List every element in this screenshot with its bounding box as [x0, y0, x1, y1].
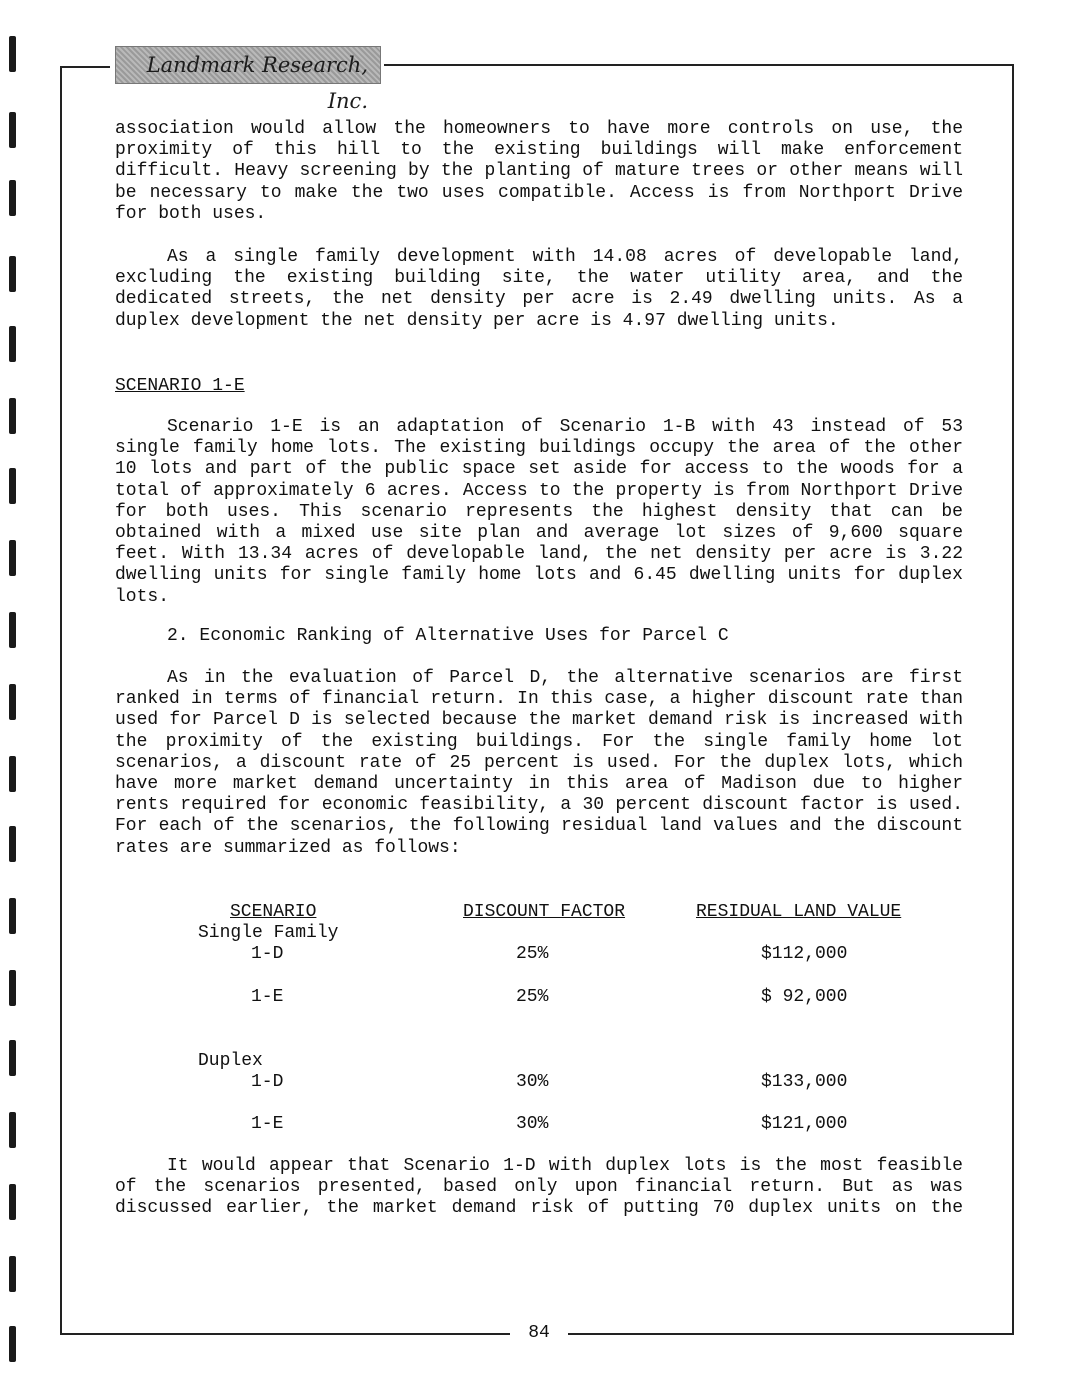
table-cell-value: $121,000 [761, 1114, 848, 1134]
paragraph-conclusion: It would appear that Scenario 1-D with duplex lots is the most feasible of the scenarios presented, based only upon financial return. But as was discussed earlier, the market demand risk of putting 70 duplex units on the [115, 1156, 963, 1219]
binding-hole [9, 1326, 16, 1362]
table-cell-discount: 25% [516, 987, 549, 1007]
binding-hole [9, 1040, 16, 1076]
binding-hole [9, 756, 16, 792]
table-cell-value: $ 92,000 [761, 987, 848, 1007]
table-header-residual-land-value: RESIDUAL LAND VALUE [696, 902, 902, 922]
frame-top-left-rule [60, 66, 110, 68]
binding-hole [9, 180, 16, 216]
binding-hole [9, 540, 16, 576]
binding-hole [9, 612, 16, 648]
paragraph-economic-ranking: As in the evaluation of Parcel D, the alternative scenarios are first ranked in terms of financial return. In this case, a higher discount rate than used for Parcel D is selected because the market demand risk is increased with the proximity of the existing buildings. For the single family home lot scenarios, a discount rate of 25 percent is used. For the duplex lots, which have more market demand uncertainty in this area of Madison due to higher rents required for economic feasibility, a 30 percent discount factor is used. For each of the scenarios, the following residual land values and the discount rates are summarized as follows: [115, 668, 963, 858]
binding-hole [9, 826, 16, 862]
table-cell-value: $133,000 [761, 1072, 848, 1092]
scenario-1e-heading: SCENARIO 1-E [115, 376, 245, 396]
paragraph-single-family-density: As a single family development with 14.08 acres of developable land, excluding the existing building site, the water utility area, and the dedicated streets, the net density per acre is 2.49 dwelling units. As a duplex development the net density per acre is 4.97 dwelling units. [115, 247, 963, 331]
table-cell-discount: 30% [516, 1072, 549, 1092]
binding-hole [9, 684, 16, 720]
binding-hole [9, 398, 16, 434]
binding-holes [0, 0, 22, 1379]
table-cell-scenario: 1-E [251, 1114, 284, 1134]
frame-bottom-left-rule [60, 1333, 510, 1335]
table-header-discount-factor: DISCOUNT FACTOR [463, 902, 626, 922]
table-cell-scenario: 1-E [251, 987, 284, 1007]
binding-hole [9, 970, 16, 1006]
table-cell-scenario: 1-D [251, 1072, 284, 1092]
paragraph-scenario-1e: Scenario 1-E is an adaptation of Scenario 1-B with 43 instead of 53 single family home lots. The existing buildings occupy the area of the other 10 lots and part of the public space set aside for access to the woods for a total of approximately 6 acres. Access to the property is from Northport Drive for both uses. This scenario represents the highest density that can be obtained with a mixed use site plan and average lot sizes of 9,600 square feet. With 13.34 acres of developable land, the net density per acre is 3.22 dwelling units for single family home lots and 6.45 dwelling units for duplex lots. [115, 417, 963, 607]
table-group-label: Duplex [198, 1051, 263, 1071]
table-cell-discount: 30% [516, 1114, 549, 1134]
table-cell-value: $112,000 [761, 944, 848, 964]
binding-hole [9, 1112, 16, 1148]
table-group-label: Single Family [198, 923, 339, 943]
section-heading-economic-ranking: 2. Economic Ranking of Alternative Uses for Parcel C [167, 626, 729, 646]
page-number: 84 [528, 1323, 550, 1343]
binding-hole [9, 112, 16, 148]
frame-right-rule [1012, 64, 1014, 1334]
table-cell-scenario: 1-D [251, 944, 284, 964]
binding-hole [9, 1184, 16, 1220]
frame-top-right-rule [384, 64, 1014, 66]
binding-hole [9, 36, 16, 72]
table-cell-discount: 25% [516, 944, 549, 964]
frame-bottom-right-rule [568, 1333, 1014, 1335]
company-logo: Landmark Research, Inc. [115, 46, 381, 84]
binding-hole [9, 256, 16, 292]
binding-hole [9, 326, 16, 362]
frame-left-rule [60, 66, 62, 1334]
binding-hole [9, 1256, 16, 1292]
paragraph-association: association would allow the homeowners to have more controls on use, the proximity of this hill to the existing buildings will make enforcement difficult. Heavy screening by the planting of mature trees or other means will be necessary to make the two uses compatible. Access is from Northport Drive for both uses. [115, 119, 963, 224]
binding-hole [9, 468, 16, 504]
table-header-scenario: SCENARIO [230, 902, 317, 922]
binding-hole [9, 898, 16, 934]
